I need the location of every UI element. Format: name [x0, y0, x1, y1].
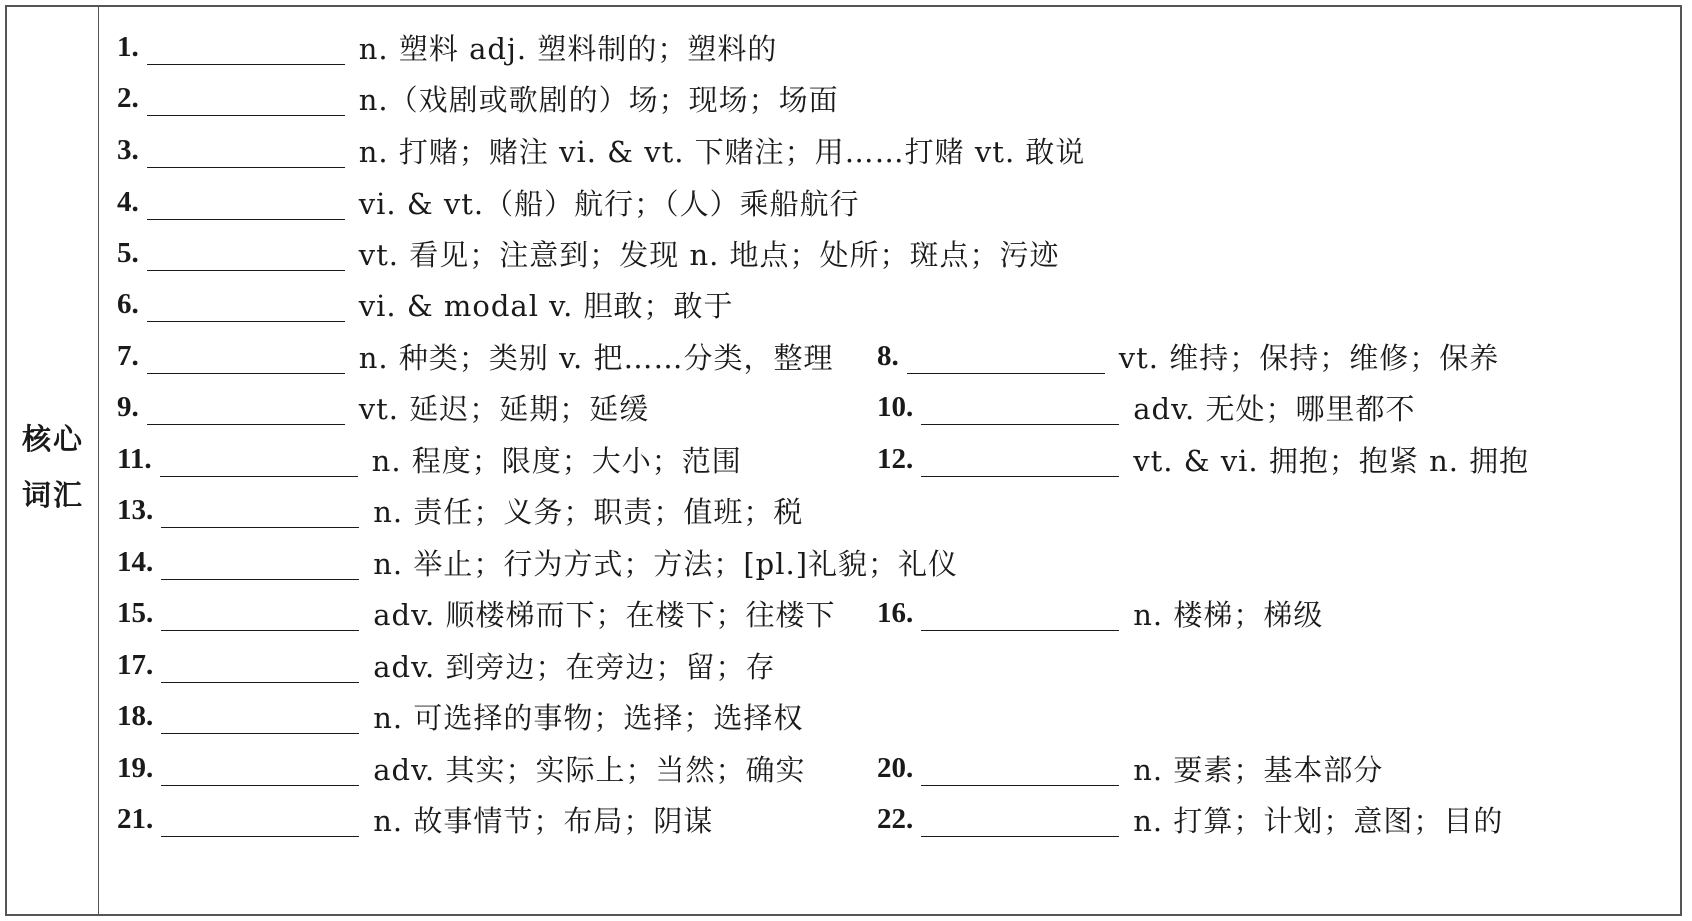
item-definition: n. 程度；限度；大小；范围: [371, 443, 742, 478]
item-number: 17.: [117, 648, 154, 681]
vocabulary-table: [5, 5, 1682, 916]
item-definition: n.（戏剧或歌剧的）场；现场；场面: [358, 82, 839, 117]
item-definition: n. 责任；义务；职责；值班；税: [373, 494, 804, 529]
answer-blank[interactable]: [147, 320, 345, 322]
item-number: 7.: [117, 339, 139, 372]
item-number: 14.: [117, 545, 154, 578]
answer-blank[interactable]: [160, 475, 358, 477]
item-number: 13.: [117, 493, 154, 526]
item-definition: n. 打赌；赌注 vi. & vt. 下赌注；用……打赌 vt. 敢说: [358, 134, 1086, 169]
item-definition: n. 举止；行为方式；方法；[pl.]礼貌；礼仪: [373, 546, 959, 581]
answer-blank[interactable]: [921, 835, 1119, 837]
item-definition: n. 种类；类别 v. 把……分类，整理: [358, 340, 834, 375]
answer-blank[interactable]: [921, 629, 1119, 631]
vocab-item-4: [117, 174, 860, 230]
item-definition: vt. 维持；保持；维修；保养: [1118, 340, 1500, 375]
item-definition: vi. & vt.（船）航行；（人）乘船航行: [358, 186, 860, 221]
vocab-item-18: [117, 688, 803, 744]
answer-blank[interactable]: [161, 629, 359, 631]
item-number: 8.: [877, 339, 899, 372]
vocab-item-2: [117, 70, 839, 126]
vocab-item-17: [117, 637, 775, 693]
vocab-item-21: [117, 791, 713, 847]
answer-blank[interactable]: [147, 423, 345, 425]
category-line-2: 词汇: [21, 478, 84, 512]
vocab-item-6: [117, 276, 734, 332]
answer-blank[interactable]: [147, 166, 345, 168]
item-number: 3.: [117, 133, 139, 166]
answer-blank[interactable]: [161, 732, 359, 734]
answer-blank[interactable]: [161, 784, 359, 786]
item-definition: n. 打算；计划；意图；目的: [1133, 803, 1504, 838]
answer-blank[interactable]: [147, 269, 345, 271]
vocab-item-1: [117, 19, 777, 75]
item-number: 1.: [117, 30, 139, 63]
vocab-item-20: [877, 740, 1383, 796]
answer-blank[interactable]: [147, 218, 345, 220]
item-definition: n. 楼梯；梯级: [1133, 597, 1324, 632]
item-number: 12.: [877, 442, 914, 475]
answer-blank[interactable]: [161, 681, 359, 683]
item-number: 21.: [117, 802, 154, 835]
vocab-item-10: [877, 379, 1415, 435]
item-number: 15.: [117, 596, 154, 629]
vocab-item-3: [117, 122, 1085, 178]
category-line-1: 核心: [21, 422, 84, 456]
vocab-item-7: [117, 328, 833, 384]
vocab-item-8: [877, 328, 1499, 384]
item-definition: n. 故事情节；布局；阴谋: [373, 803, 714, 838]
answer-blank[interactable]: [921, 784, 1119, 786]
vocab-item-19: [117, 740, 805, 796]
vocab-item-13: [117, 482, 803, 538]
item-definition: vt. 看见；注意到；发现 n. 地点；处所；斑点；污迹: [358, 237, 1060, 272]
vocab-item-15: [117, 585, 835, 641]
item-number: 10.: [877, 390, 914, 423]
answer-blank[interactable]: [921, 475, 1119, 477]
item-number: 16.: [877, 596, 914, 629]
answer-blank[interactable]: [161, 526, 359, 528]
item-definition: n. 要素；基本部分: [1133, 752, 1384, 787]
item-number: 5.: [117, 236, 139, 269]
vocab-item-11: [117, 431, 742, 487]
item-number: 22.: [877, 802, 914, 835]
item-definition: adv. 无处；哪里都不: [1133, 391, 1416, 426]
answer-blank[interactable]: [147, 372, 345, 374]
item-definition: n. 塑料 adj. 塑料制的；塑料的: [358, 31, 778, 66]
answer-blank[interactable]: [907, 372, 1105, 374]
vocab-item-12: [877, 431, 1529, 487]
item-number: 6.: [117, 287, 139, 320]
item-definition: adv. 顺楼梯而下；在楼下；往楼下: [373, 597, 836, 632]
answer-blank[interactable]: [147, 63, 345, 65]
answer-blank[interactable]: [161, 578, 359, 580]
category-column: [7, 7, 99, 914]
item-number: 20.: [877, 751, 914, 784]
vocab-item-14: [117, 534, 958, 590]
item-number: 18.: [117, 699, 154, 732]
item-number: 4.: [117, 185, 139, 218]
item-definition: adv. 到旁边；在旁边；留；存: [373, 649, 776, 684]
item-definition: n. 可选择的事物；选择；选择权: [373, 700, 804, 735]
category-label: [7, 411, 99, 523]
answer-blank[interactable]: [161, 835, 359, 837]
answer-blank[interactable]: [921, 423, 1119, 425]
item-number: 19.: [117, 751, 154, 784]
vocab-item-16: [877, 585, 1323, 641]
answer-blank[interactable]: [147, 114, 345, 116]
item-definition: vt. & vi. 拥抱；抱紧 n. 拥抱: [1133, 443, 1530, 478]
vocab-item-22: [877, 791, 1503, 847]
item-definition: vi. & modal v. 胆敢；敢于: [358, 288, 734, 323]
item-definition: adv. 其实；实际上；当然；确实: [373, 752, 806, 787]
item-number: 9.: [117, 390, 139, 423]
item-definition: vt. 延迟；延期；延缓: [358, 391, 650, 426]
item-number: 2.: [117, 81, 139, 114]
item-number: 11.: [117, 442, 152, 475]
vocab-item-9: [117, 379, 649, 435]
vocab-item-5: [117, 225, 1060, 281]
